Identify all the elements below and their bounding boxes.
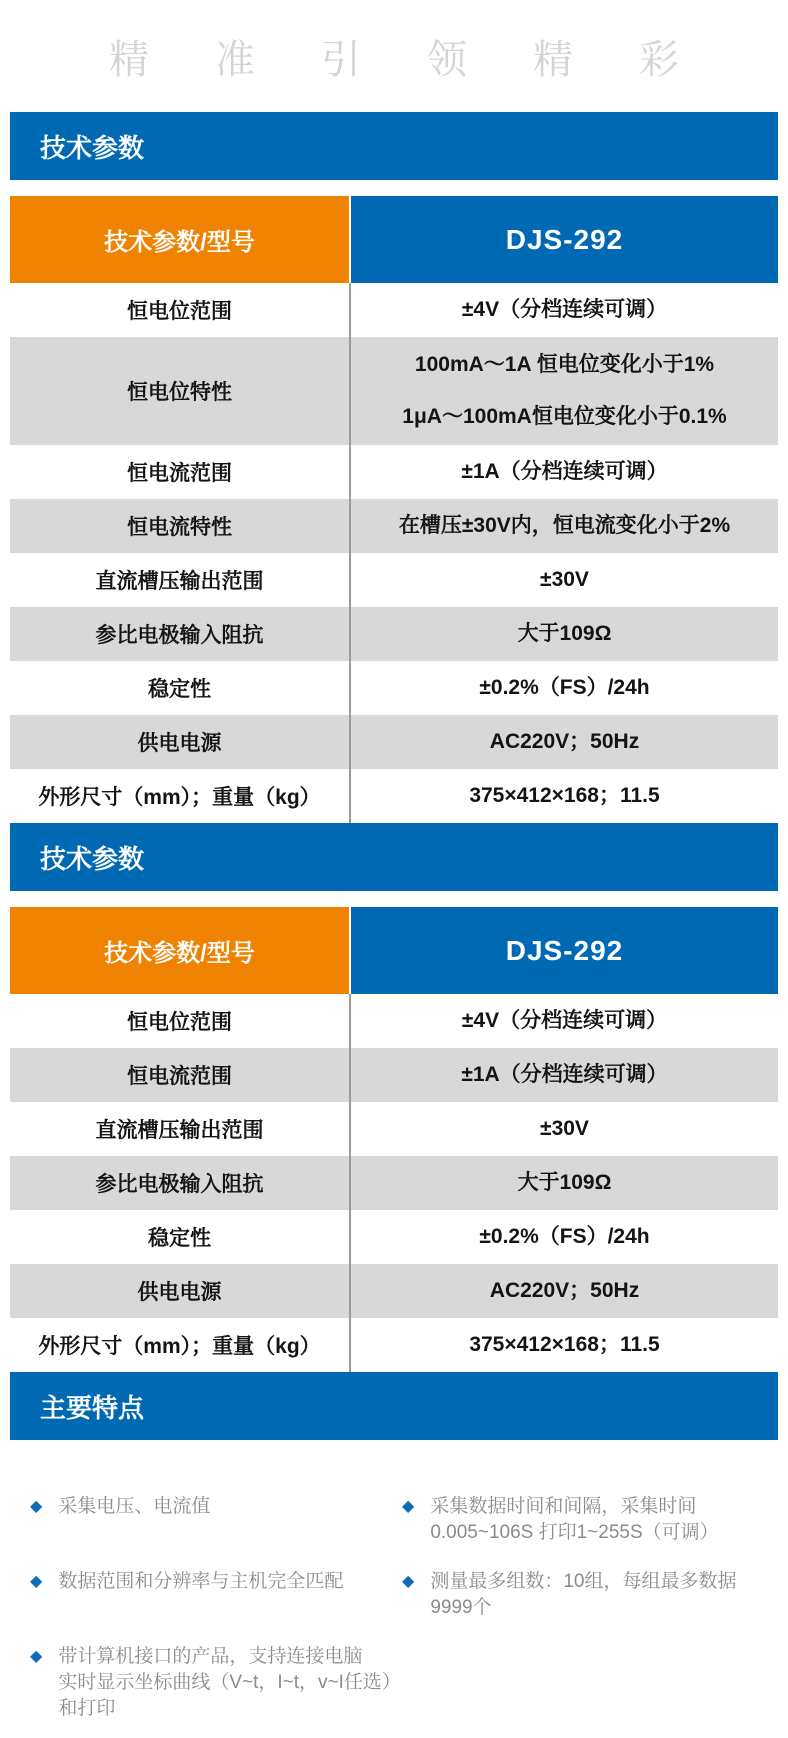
table-row xyxy=(10,1102,778,1156)
table-row xyxy=(10,283,778,337)
feature-text-line: 带计算机接口的产品，支持连接电脑 xyxy=(58,1646,363,1667)
section-header-tech-params-2 xyxy=(10,823,778,891)
param-value-cell xyxy=(349,1318,778,1372)
spec-table-body xyxy=(10,994,778,1372)
table-row xyxy=(10,661,778,715)
param-value-cell xyxy=(349,1264,778,1318)
table-row xyxy=(10,1048,778,1102)
param-value-line: ±30V xyxy=(540,1117,589,1140)
param-value-line: 在槽压±30V内，恒电流变化小于2% xyxy=(398,514,731,537)
param-value-cell xyxy=(349,499,778,553)
header-cell-model: DJS-292 xyxy=(349,196,778,283)
param-value-cell xyxy=(349,337,778,445)
feature-text-line: 实时显示坐标曲线（V~t，I~t，v~I任选） xyxy=(58,1672,401,1693)
feature-item xyxy=(30,1644,402,1722)
header-cell-model: DJS-292 xyxy=(349,907,778,994)
param-value-line: 1μA～100mA恒电位变化小于0.1% xyxy=(402,405,727,428)
param-label-cell: 稳定性 xyxy=(148,1227,211,1250)
param-label-cell: 稳定性 xyxy=(148,678,211,701)
table-row xyxy=(10,1156,778,1210)
feature-item xyxy=(30,1494,402,1520)
feature-text-line: 采集电压、电流值 xyxy=(58,1496,211,1517)
diamond-bullet-icon: ◆ xyxy=(402,1573,415,1590)
table-row xyxy=(10,1210,778,1264)
table-row xyxy=(10,337,778,445)
feature-text xyxy=(430,1569,736,1621)
table-row xyxy=(10,715,778,769)
section-title: 主要特点 xyxy=(40,1392,145,1423)
spec-table-body xyxy=(10,283,778,823)
param-value-line: ±0.2%（FS）/24h xyxy=(479,1225,650,1248)
param-value-line: ±4V（分档连续可调） xyxy=(461,1009,668,1032)
section-header-tech-params-1 xyxy=(10,112,778,180)
param-value-cell xyxy=(349,1048,778,1102)
table-row xyxy=(10,769,778,823)
feature-text-line: 数据范围和分辨率与主机完全匹配 xyxy=(58,1571,344,1592)
param-value-line: 100mA～1A 恒电位变化小于1% xyxy=(414,353,715,376)
param-value-line: 大于109Ω xyxy=(517,1171,612,1194)
param-value-line: ±4V（分档连续可调） xyxy=(461,298,668,321)
section-title: 技术参数 xyxy=(40,132,145,163)
param-label-cell: 参比电极输入阻抗 xyxy=(95,624,264,647)
table-row xyxy=(10,1264,778,1318)
param-label-cell: 参比电极输入阻抗 xyxy=(95,1173,264,1196)
param-value-line: ±0.2%（FS）/24h xyxy=(479,676,650,699)
param-label-cell: 供电电源 xyxy=(137,1281,222,1304)
param-value-line: ±1A（分档连续可调） xyxy=(461,1063,668,1086)
param-value-line: 375×412×168；11.5 xyxy=(469,1333,660,1356)
param-value-line: 大于109Ω xyxy=(517,622,612,645)
param-value-cell xyxy=(349,553,778,607)
diamond-bullet-icon: ◆ xyxy=(402,1498,415,1515)
feature-text-line: 和打印 xyxy=(58,1698,116,1719)
section-header-main-features xyxy=(10,1372,778,1440)
feature-text-line: 采集数据时间和间隔，采集时间 xyxy=(430,1496,697,1517)
diamond-bullet-icon: ◆ xyxy=(30,1648,43,1665)
param-value-cell xyxy=(349,715,778,769)
feature-text xyxy=(430,1494,718,1546)
param-value-line: AC220V；50Hz xyxy=(489,730,640,753)
param-value-cell xyxy=(349,994,778,1048)
header-cell-param-label: 技术参数/型号 xyxy=(10,196,349,283)
param-value-line: ±30V xyxy=(540,568,589,591)
table-row xyxy=(10,553,778,607)
spec-table-1 xyxy=(10,196,778,823)
section-title: 技术参数 xyxy=(40,843,145,874)
table-row xyxy=(10,994,778,1048)
diamond-bullet-icon: ◆ xyxy=(30,1498,43,1515)
feature-list xyxy=(0,1440,788,1722)
feature-text-line: 0.005~106S 打印1~255S（可调） xyxy=(430,1522,719,1543)
param-value-cell xyxy=(349,445,778,499)
feature-item xyxy=(30,1569,402,1595)
table-row xyxy=(10,499,778,553)
param-label-cell: 恒电流特性 xyxy=(127,516,232,539)
watermark-banner xyxy=(0,0,788,112)
param-label-cell: 直流槽压输出范围 xyxy=(95,1119,264,1142)
feature-item xyxy=(402,1494,788,1546)
table-row xyxy=(10,445,778,499)
spec-table-header-row xyxy=(10,196,778,283)
table-row xyxy=(10,607,778,661)
feature-text xyxy=(58,1644,401,1722)
table-row xyxy=(10,1318,778,1372)
param-label-cell: 直流槽压输出范围 xyxy=(95,570,264,593)
spec-table-header-row xyxy=(10,907,778,994)
spec-table-2 xyxy=(10,907,778,1372)
param-label-cell: 恒电位特性 xyxy=(127,381,232,404)
param-value-line: ±1A（分档连续可调） xyxy=(461,460,668,483)
param-label-cell: 恒电流范围 xyxy=(127,1065,232,1088)
param-label-cell: 恒电位范围 xyxy=(127,300,232,323)
diamond-bullet-icon: ◆ xyxy=(30,1573,43,1590)
param-label-cell: 恒电流范围 xyxy=(127,462,232,485)
feature-text-line: 9999个 xyxy=(430,1597,492,1618)
header-cell-param-label: 技术参数/型号 xyxy=(10,907,349,994)
param-value-line: AC220V；50Hz xyxy=(489,1279,640,1302)
param-value-cell xyxy=(349,661,778,715)
param-value-cell xyxy=(349,283,778,337)
feature-text xyxy=(58,1569,343,1595)
param-label-cell: 外形尺寸（mm）；重量（kg） xyxy=(38,786,321,809)
param-value-cell xyxy=(349,1210,778,1264)
param-label-cell: 外形尺寸（mm）；重量（kg） xyxy=(38,1335,321,1358)
feature-item xyxy=(402,1569,788,1621)
watermark-slogan: 精准引领精彩 xyxy=(109,37,745,82)
param-value-cell xyxy=(349,1102,778,1156)
param-label-cell: 恒电位范围 xyxy=(127,1011,232,1034)
param-value-cell xyxy=(349,769,778,823)
feature-text xyxy=(58,1494,210,1520)
feature-text-line: 测量最多组数：10组，每组最多数据 xyxy=(430,1571,737,1592)
param-value-cell xyxy=(349,607,778,661)
param-value-line: 375×412×168；11.5 xyxy=(469,784,660,807)
param-label-cell: 供电电源 xyxy=(137,732,222,755)
param-value-cell xyxy=(349,1156,778,1210)
